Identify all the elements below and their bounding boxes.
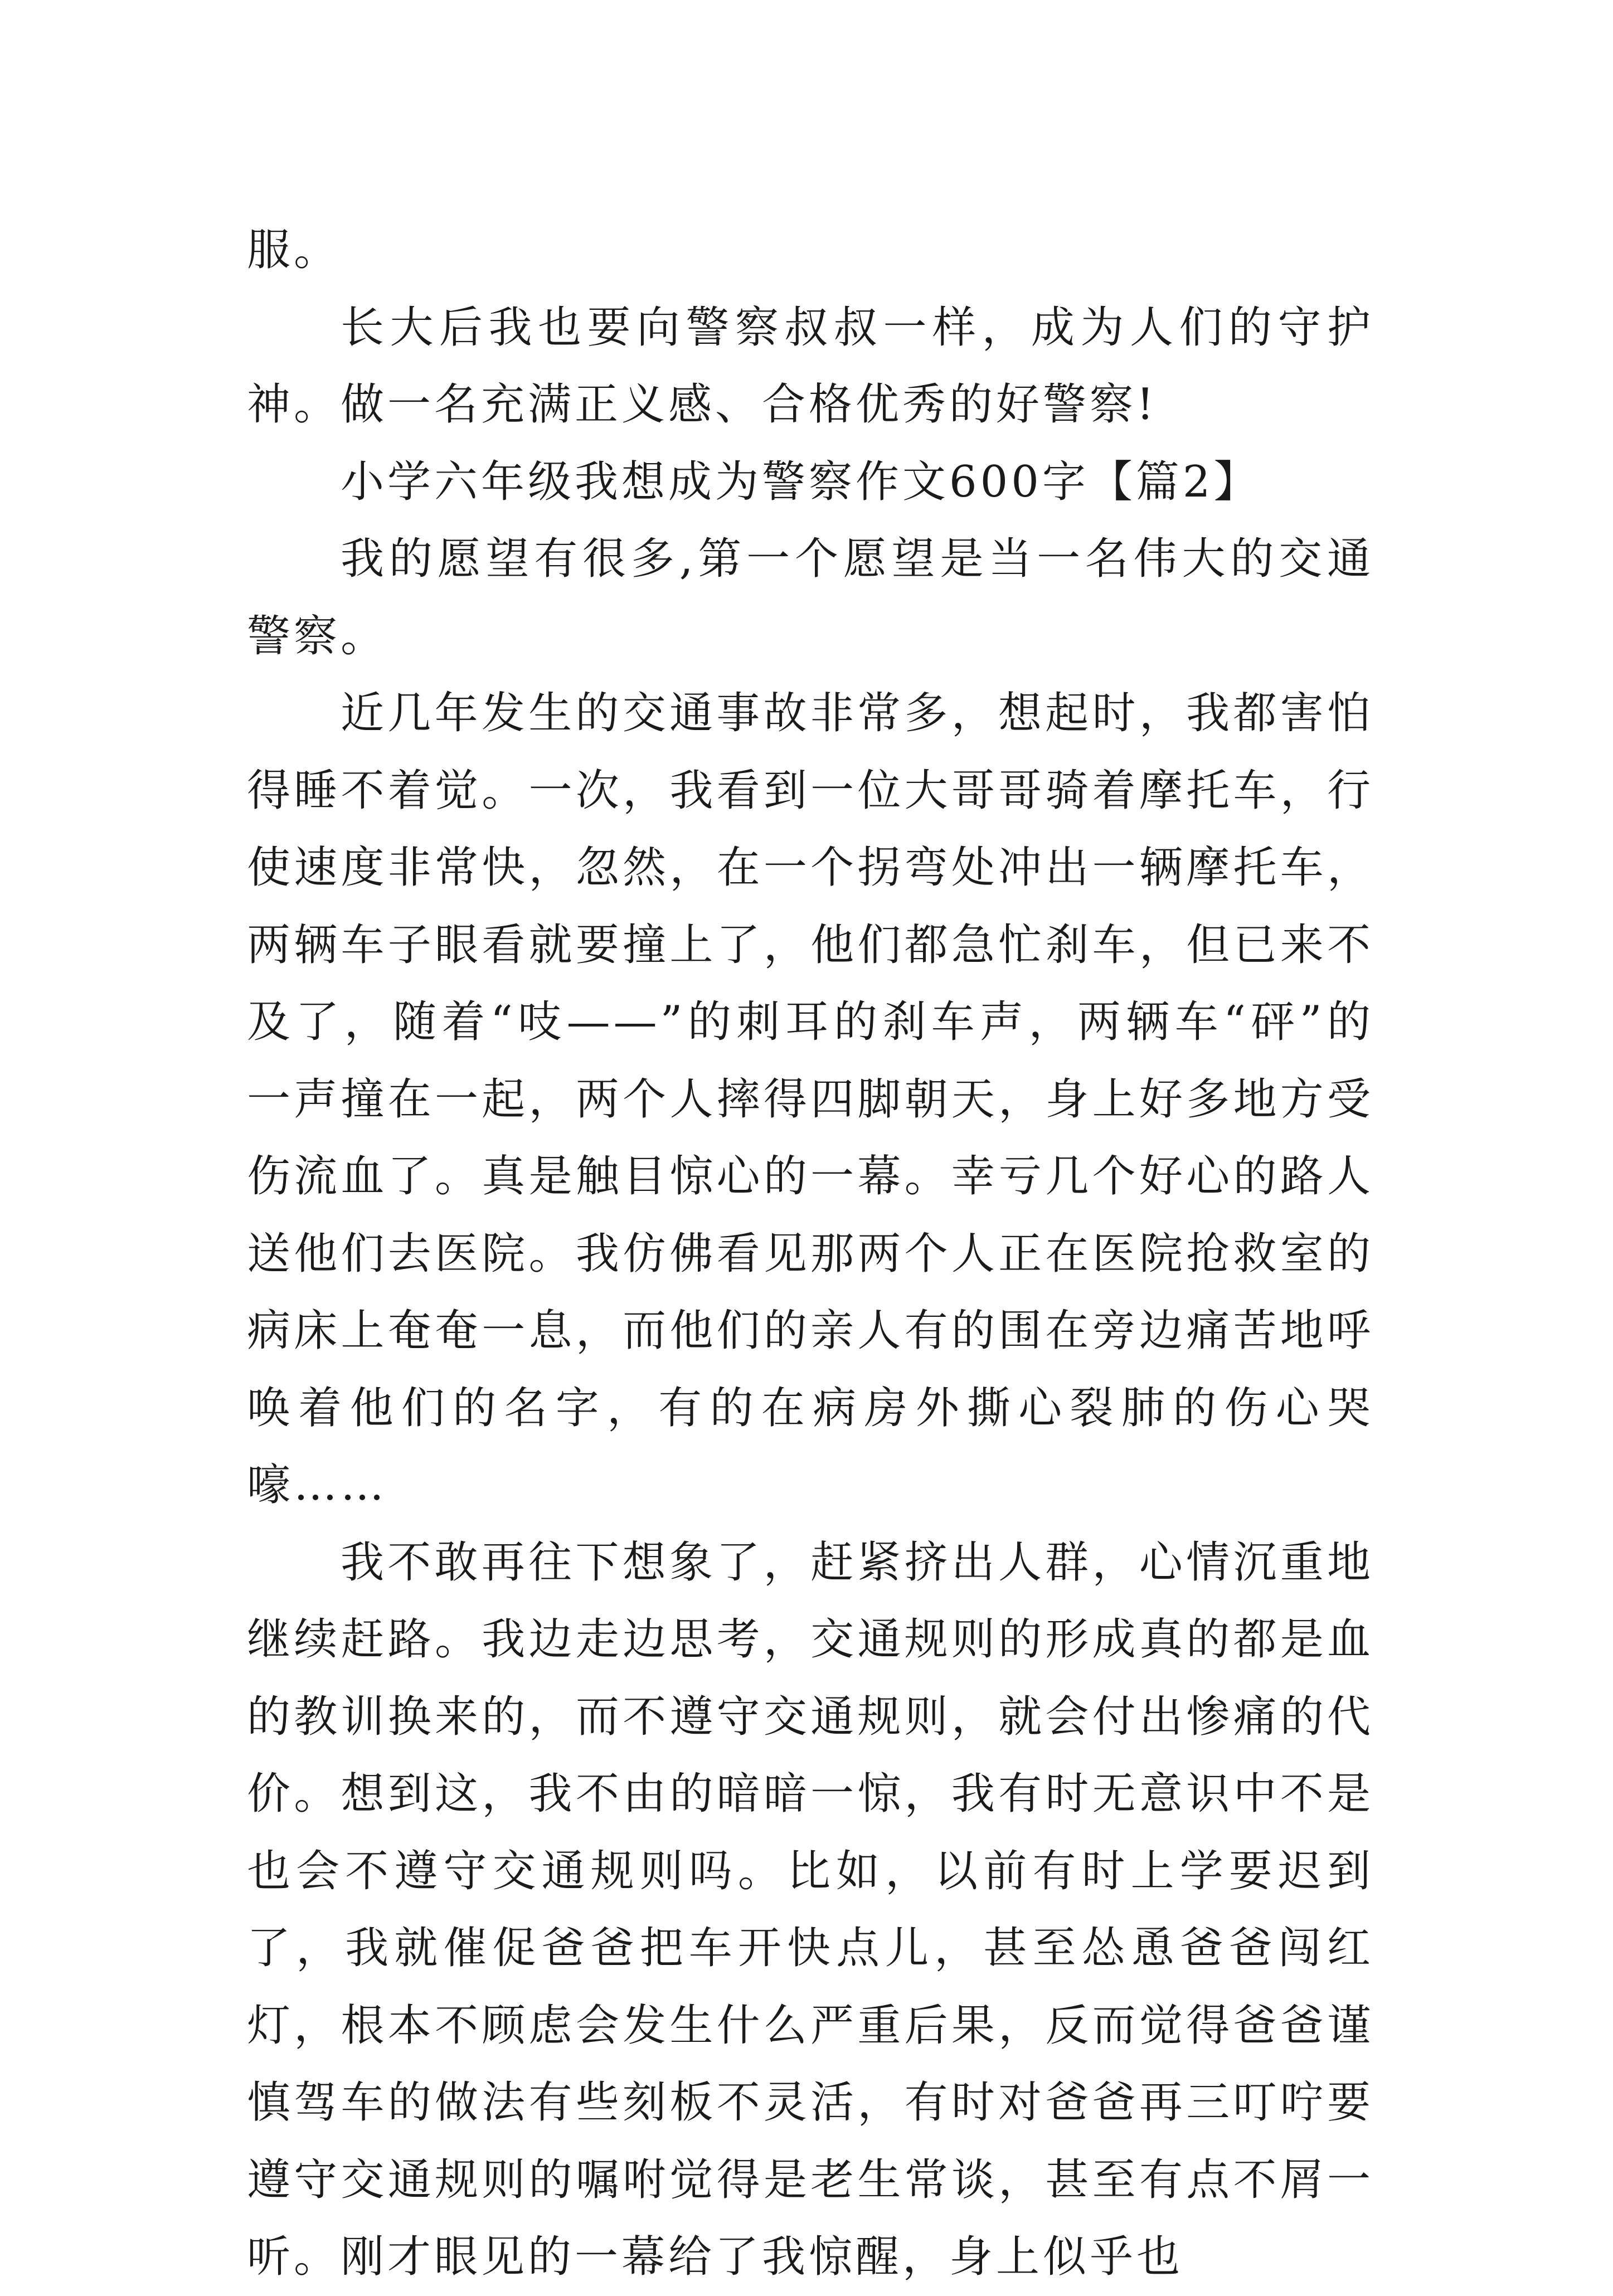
paragraph: 我的愿望有很多,第一个愿望是当一名伟大的交通警察。 bbox=[247, 534, 1374, 661]
paragraph-continuation: 服。 bbox=[247, 225, 341, 275]
paragraph: 长大后我也要向警察叔叔一样，成为人们的守护神。做一名充满正义感、合格优秀的好警察! bbox=[247, 302, 1374, 430]
document-body bbox=[247, 212, 1374, 2296]
section-heading: 小学六年级我想成为警察作文600字【篇2】 bbox=[341, 456, 1261, 507]
paragraph: 近几年发生的交通事故非常多，想起时，我都害怕得睡不着觉。一次，我看到一位大哥哥骑着摩托车，行使速度非常快，忽然，在一个拐弯处冲出一辆摩托车，两辆车子眼看就要撞上了，他们都急忙刹车，但已来不及了，随着“吱——”的刺耳的刹车声，两辆车“砰”的一声撞在一起，两个人摔得四脚朝天，身上好多地方受伤流血了。真是触目惊心的一幕。幸亏几个好心的路人送他们去医院。我仿佛看见那两个人正在医院抢救室的病床上奄奄一息，而他们的亲人有的围在旁边痛苦地呼唤着他们的名字，有的在病房外撕心裂肺的伤心哭嚎…… bbox=[247, 688, 1374, 1510]
paragraph: 我不敢再往下想象了，赶紧挤出人群，心情沉重地继续赶路。我边走边思考，交通规则的形成真的都是血的教训换来的，而不遵守交通规则，就会付出惨痛的代价。想到这，我不由的暗暗一惊，我有时无意识中不是也会不遵守交通规则吗。比如，以前有时上学要迟到了，我就催促爸爸把车开快点儿，甚至怂恿爸爸闯红灯，根本不顾虑会发生什么严重后果，反而觉得爸爸谨慎驾车的做法有些刻板不灵活，有时对爸爸再三叮咛要遵守交通规则的嘱咐觉得是老生常谈，甚至有点不屑一听。刚才眼见的一幕给了我惊醒，身上似乎也 bbox=[247, 1537, 1374, 2282]
